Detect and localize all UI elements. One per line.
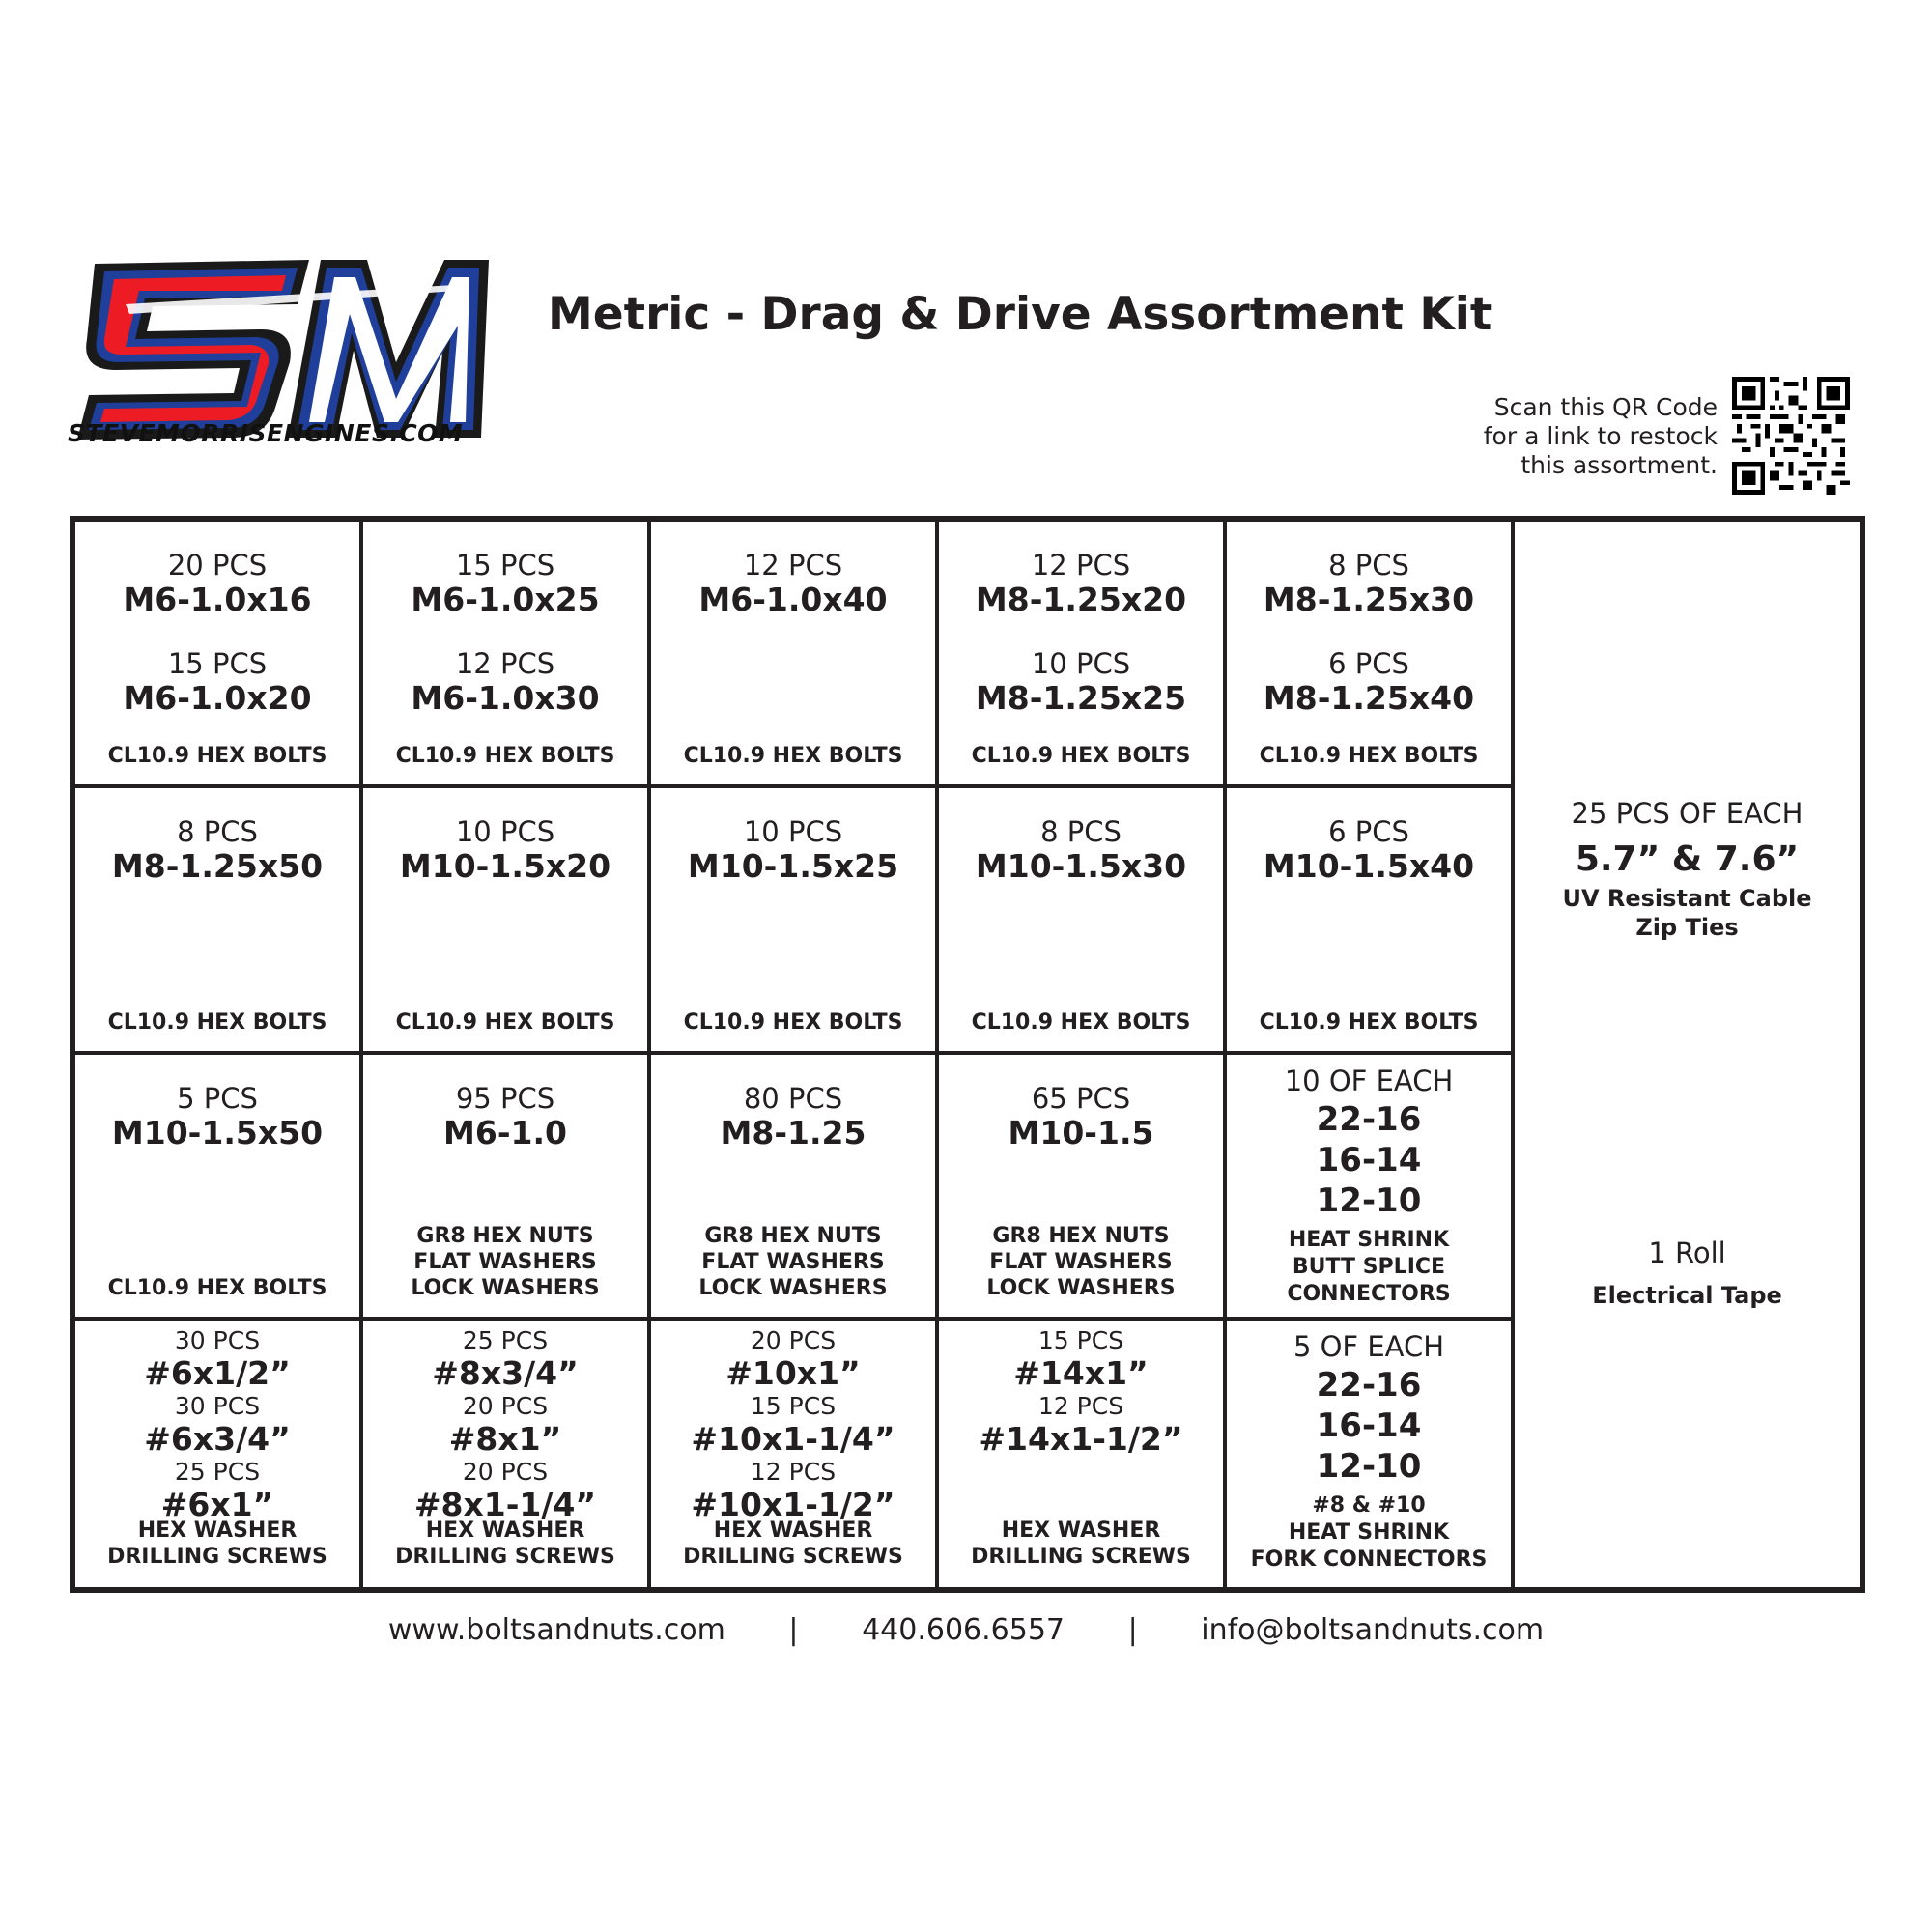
compartment <box>363 788 651 1055</box>
compartment <box>939 522 1227 788</box>
piece-count: 5 OF EACH <box>1293 1330 1445 1364</box>
compartment <box>939 788 1227 1055</box>
compartment-large <box>1515 522 1860 1587</box>
piece-count: 8 PCS <box>1328 549 1409 582</box>
item-description: HEAT SHRINK <box>1288 1520 1450 1546</box>
piece-count: 10 PCS <box>1031 647 1131 680</box>
compartment <box>939 1055 1227 1321</box>
item-size: M6-1.0x20 <box>123 679 312 717</box>
piece-count: 10 OF EACH <box>1284 1064 1454 1097</box>
compartment <box>651 1055 939 1321</box>
piece-count: 8 PCS <box>177 814 258 848</box>
item-description: FLAT WASHERS <box>989 1250 1173 1275</box>
compartment <box>651 522 939 788</box>
item-size: 22-16 <box>1316 1366 1422 1406</box>
piece-count: 30 PCS <box>174 1392 261 1421</box>
email-link[interactable]: info@boltsandnuts.com <box>1201 1613 1545 1647</box>
piece-count: 20 PCS <box>750 1326 837 1355</box>
item-description: Electrical Tape <box>1592 1282 1782 1309</box>
item-size: M8-1.25x50 <box>111 846 324 885</box>
piece-count: 25 PCS OF EACH <box>1571 797 1804 830</box>
separator: | <box>1127 1613 1138 1647</box>
compartment <box>939 1321 1227 1587</box>
item-description: DRILLING SCREWS <box>107 1545 327 1569</box>
compartment <box>1227 1055 1515 1321</box>
item-size: M6-1.0 <box>443 1113 567 1151</box>
piece-count: 8 PCS <box>1040 814 1122 848</box>
piece-count: 6 PCS <box>1328 814 1409 848</box>
item-description: DRILLING SCREWS <box>395 1545 615 1569</box>
item-description: HEX WASHER <box>425 1519 585 1543</box>
item-size: 16-14 <box>1316 1406 1422 1446</box>
item-description: CL10.9 HEX BOLTS <box>107 743 327 768</box>
item-size: M10-1.5x30 <box>975 846 1187 885</box>
item-size: M10-1.5 <box>1008 1113 1154 1151</box>
logo-website-text: STEVEMORRISENGINES.COM <box>68 419 464 447</box>
piece-count: 5 PCS <box>177 1081 258 1115</box>
compartment <box>363 522 651 788</box>
item-description: UV Resistant Cable <box>1562 885 1812 912</box>
item-description: CONNECTORS <box>1287 1281 1451 1306</box>
item-description: HEX WASHER <box>137 1519 298 1543</box>
piece-count: 20 PCS <box>167 549 268 582</box>
compartment <box>75 522 363 788</box>
compartment <box>75 1321 363 1587</box>
item-size: #10x1” <box>725 1354 861 1393</box>
item-size: M10-1.5x50 <box>111 1113 324 1151</box>
item-description: LOCK WASHERS <box>986 1276 1176 1301</box>
item-description: BUTT SPLICE <box>1292 1254 1446 1279</box>
piece-count: 1 Roll <box>1648 1236 1726 1269</box>
item-description: GR8 HEX NUTS <box>704 1224 882 1249</box>
piece-count: 15 PCS <box>455 549 555 582</box>
compartment <box>1227 522 1515 788</box>
piece-count: 20 PCS <box>462 1458 549 1487</box>
qr-line: Scan this QR Code <box>1493 393 1718 421</box>
piece-count: 12 PCS <box>455 647 555 680</box>
compartment <box>363 1055 651 1321</box>
item-size: 5.7” & 7.6” <box>1575 839 1800 879</box>
item-size: 22-16 <box>1316 1099 1422 1139</box>
item-size: M10-1.5x20 <box>399 846 611 885</box>
item-size: M6-1.0x25 <box>411 581 600 618</box>
piece-count: 95 PCS <box>455 1081 555 1115</box>
item-description: FLAT WASHERS <box>701 1250 885 1275</box>
piece-count: 25 PCS <box>462 1326 549 1355</box>
piece-count: 12 PCS <box>743 549 843 582</box>
item-description: HEX WASHER <box>713 1519 873 1543</box>
item-description: CL10.9 HEX BOLTS <box>1259 1009 1479 1035</box>
item-size: 12-10 <box>1316 1180 1422 1220</box>
qr-instructions <box>1370 393 1718 480</box>
piece-count: 10 PCS <box>743 814 843 848</box>
compartment <box>75 788 363 1055</box>
item-size: #6x1” <box>160 1486 274 1524</box>
item-description: CL10.9 HEX BOLTS <box>683 1009 903 1035</box>
item-size: #10x1-1/2” <box>691 1486 895 1524</box>
item-size: M8-1.25x30 <box>1263 581 1475 618</box>
piece-count: 12 PCS <box>750 1458 837 1487</box>
item-size: M8-1.25x25 <box>975 679 1187 717</box>
item-description: GR8 HEX NUTS <box>416 1224 594 1249</box>
qr-line: this assortment. <box>1520 451 1718 479</box>
item-description: HEX WASHER <box>1001 1519 1161 1543</box>
piece-count: 15 PCS <box>750 1392 837 1421</box>
qr-line: for a link to restock <box>1483 422 1718 450</box>
compartment <box>75 1055 363 1321</box>
item-size: M10-1.5x40 <box>1263 846 1475 885</box>
item-size: #6x1/2” <box>144 1354 291 1393</box>
item-size: M10-1.5x25 <box>687 846 899 885</box>
piece-count: 80 PCS <box>743 1081 843 1115</box>
item-description: Zip Ties <box>1635 914 1739 941</box>
item-size: M6-1.0x30 <box>411 679 600 717</box>
item-description: DRILLING SCREWS <box>683 1545 903 1569</box>
item-description: GR8 HEX NUTS <box>992 1224 1170 1249</box>
compartment <box>651 1321 939 1587</box>
piece-count: 20 PCS <box>462 1392 549 1421</box>
item-description: DRILLING SCREWS <box>971 1545 1191 1569</box>
piece-count: 30 PCS <box>174 1326 261 1355</box>
item-size: M6-1.0x16 <box>123 581 312 618</box>
piece-count: 6 PCS <box>1328 647 1409 680</box>
item-size: M6-1.0x40 <box>698 581 888 618</box>
item-size: #14x1-1/2” <box>979 1420 1183 1459</box>
item-description: LOCK WASHERS <box>411 1276 600 1301</box>
item-description: CL10.9 HEX BOLTS <box>107 1276 327 1301</box>
item-description: CL10.9 HEX BOLTS <box>395 1009 615 1035</box>
piece-count: 12 PCS <box>1031 549 1131 582</box>
compartment <box>363 1321 651 1587</box>
footer-contact <box>0 1613 1932 1647</box>
website-link[interactable]: www.boltsandnuts.com <box>387 1613 725 1647</box>
item-description: CL10.9 HEX BOLTS <box>683 743 903 768</box>
compartment <box>651 788 939 1055</box>
item-size: M8-1.25x40 <box>1263 679 1475 717</box>
item-size: #10x1-1/4” <box>691 1420 895 1459</box>
piece-count: 10 PCS <box>455 814 555 848</box>
phone-number[interactable]: 440.606.6557 <box>862 1613 1065 1647</box>
item-description: CL10.9 HEX BOLTS <box>395 743 615 768</box>
item-description: HEAT SHRINK <box>1288 1227 1450 1252</box>
item-description: #8 & #10 <box>1312 1493 1426 1519</box>
item-size: #14x1” <box>1013 1354 1149 1393</box>
compartment <box>1227 1321 1515 1587</box>
item-description: CL10.9 HEX BOLTS <box>971 743 1191 768</box>
item-description: FORK CONNECTORS <box>1250 1548 1488 1573</box>
item-size: #8x1-1/4” <box>413 1486 597 1524</box>
piece-count: 25 PCS <box>174 1458 261 1487</box>
compartment <box>1227 788 1515 1055</box>
item-description: LOCK WASHERS <box>698 1276 888 1301</box>
item-description: CL10.9 HEX BOLTS <box>971 1009 1191 1035</box>
item-size: #6x3/4” <box>144 1420 291 1459</box>
item-description: CL10.9 HEX BOLTS <box>107 1009 327 1035</box>
item-size: 16-14 <box>1316 1140 1422 1179</box>
item-size: M8-1.25x20 <box>975 581 1187 618</box>
page-title: Metric - Drag & Drive Assortment Kit <box>548 288 1492 341</box>
item-size: #8x1” <box>448 1420 562 1459</box>
piece-count: 65 PCS <box>1031 1081 1131 1115</box>
item-description: FLAT WASHERS <box>413 1250 597 1275</box>
item-size: 12-10 <box>1316 1447 1422 1487</box>
piece-count: 15 PCS <box>1037 1326 1124 1355</box>
separator: | <box>788 1613 799 1647</box>
item-description: CL10.9 HEX BOLTS <box>1259 743 1479 768</box>
piece-count: 12 PCS <box>1037 1392 1124 1421</box>
item-size: #8x3/4” <box>432 1354 579 1393</box>
assortment-grid <box>70 516 1865 1593</box>
piece-count: 15 PCS <box>167 647 268 680</box>
qr-code-icon[interactable] <box>1732 377 1850 495</box>
item-size: M8-1.25 <box>720 1113 867 1151</box>
